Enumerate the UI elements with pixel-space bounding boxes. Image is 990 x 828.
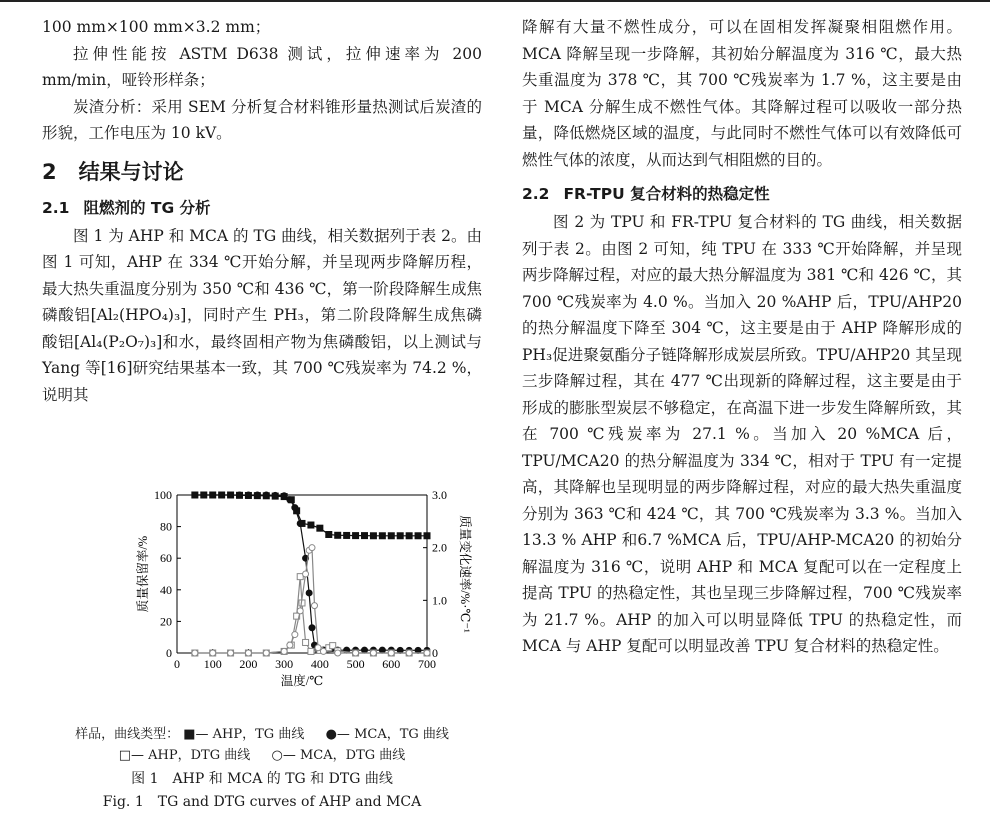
- paragraph-char-analysis: 炭渣分析：采用 SEM 分析复合材料锥形量热测试后炭渣的形貌，工作电压为 10 kV。: [42, 97, 482, 142]
- series-3-point: [370, 650, 376, 656]
- series-3-point: [388, 650, 394, 656]
- y-left-tick-label: 100: [154, 488, 172, 502]
- series-0-point: [370, 533, 376, 539]
- series-3-point: [192, 650, 198, 656]
- legend-row-tg: [42, 724, 482, 745]
- series-1-point: [192, 492, 198, 498]
- series-3-point: [424, 650, 430, 656]
- series-1-point: [287, 497, 293, 503]
- legend-row-dtg: [42, 745, 482, 766]
- series-3-point: [228, 650, 234, 656]
- series-1-point: [309, 625, 315, 631]
- paragraph-tensile-test: 拉伸性能按 ASTM D638 测试，拉伸速率为 200 mm/min，哑铃形样条；: [42, 44, 482, 89]
- series-3-point: [245, 650, 251, 656]
- series-0-point: [344, 532, 350, 538]
- series-0-point: [397, 533, 403, 539]
- paragraph-specimen-size: 100 mm×100 mm×3.2 mm；: [42, 18, 271, 36]
- series-3-point: [315, 645, 321, 651]
- figure-1: [42, 478, 482, 818]
- y-left-tick-label: 0: [166, 646, 172, 660]
- series-line-0: [195, 495, 427, 536]
- series-1-point: [201, 492, 207, 498]
- figure-legend: [42, 724, 482, 766]
- y-right-tick-label: 3.0: [432, 488, 447, 502]
- x-axis-label: 温度/℃: [280, 674, 324, 688]
- paragraph-tg-analysis: 图 1 为 AHP 和 MCA 的 TG 曲线，相关数据列于表 2。由图 1 可知，AHP 在 334 ℃开始分解，并呈现两步降解历程，最大热失重温度分别为 350 ℃和 436 ℃，第一阶段降解生成焦磷酸铝[Al₂(HPO₄)₃]，同时产生 PH₃，第二阶段降解生成焦磷酸铝[Al₄(P₂O₇)₃]和水，最终固相产物为焦磷酸铝，以上测试与 Yang 等[16]研究结果基本一致，其 700 ℃残炭率为 74.2 %，说明其: [42, 226, 482, 404]
- section-number: 2: [42, 159, 57, 184]
- series-0-point: [379, 533, 385, 539]
- subsection-number: 2.1: [42, 198, 70, 217]
- series-1-point: [245, 492, 251, 498]
- series-1-point: [219, 492, 225, 498]
- x-tick-label: 300: [275, 657, 294, 671]
- series-1-point: [254, 492, 260, 498]
- series-0-point: [353, 533, 359, 539]
- series-3-point: [263, 650, 269, 656]
- legend-ahp-dtg: AHP，DTG 曲线: [148, 748, 251, 763]
- y-left-axis-label: 质量保留率/%: [136, 535, 150, 613]
- legend-mca-tg: MCA，TG 曲线: [354, 727, 449, 742]
- legend-prefix: 样品，曲线类型：: [75, 727, 180, 742]
- series-1-point: [228, 492, 234, 498]
- series-1-point: [306, 590, 312, 596]
- series-3-point: [320, 648, 326, 654]
- series-1-point: [297, 520, 303, 526]
- series-3-point: [287, 642, 293, 648]
- series-1-point: [292, 505, 298, 511]
- figure-caption-en: Fig. 1 TG and DTG curves of AHP and MCA: [102, 794, 422, 810]
- series-3-point: [297, 608, 303, 614]
- series-1-point: [210, 492, 216, 498]
- series-0-point: [415, 533, 421, 539]
- open-square-marker-icon: □—: [118, 748, 145, 763]
- legend-ahp-tg: AHP，TG 曲线: [212, 727, 305, 742]
- series-3-point: [303, 571, 309, 577]
- subsection-title: 阻燃剂的 TG 分析: [83, 198, 211, 217]
- series-2-point: [308, 648, 314, 654]
- series-0-point: [317, 525, 323, 531]
- series-3-point: [353, 650, 359, 656]
- y-left-tick-label: 60: [160, 551, 172, 566]
- subsection-heading-thermal-stability: [522, 181, 962, 207]
- x-tick-label: 500: [346, 657, 365, 671]
- series-3-point: [335, 650, 341, 656]
- filled-circle-marker-icon: ●—: [325, 727, 350, 742]
- y-right-tick-label: 1.0: [432, 593, 447, 608]
- section-title: 结果与讨论: [78, 159, 184, 184]
- series-0-point: [326, 532, 332, 538]
- series-3-point: [292, 632, 298, 638]
- x-tick-label: 700: [418, 657, 436, 671]
- x-tick-label: 600: [382, 657, 401, 671]
- tg-dtg-chart: [42, 478, 482, 718]
- top-rule: [0, 0, 990, 2]
- series-2-point: [303, 639, 309, 645]
- series-3-point: [312, 603, 318, 609]
- x-tick-label: 0: [174, 657, 180, 671]
- open-circle-marker-icon: ○—: [271, 748, 296, 763]
- series-0-point: [406, 533, 412, 539]
- series-0-point: [362, 533, 368, 539]
- paragraph-fr-tpu-stability: 图 2 为 TPU 和 FR-TPU 复合材料的 TG 曲线，相关数据列于表 2。由图 2 可知，纯 TPU 在 333 ℃开始降解，并呈现两步降解过程，对应的最大热分解温度为 381 ℃和 426 ℃，其 700 ℃残炭率为 4.0 %。当加入 20 %AHP 后，TPU/AHP20 的热分解温度下降至 304 ℃，这主要是由于 AHP 降解形成的 PH₃促进聚氨酯分子链降解形成炭层所致。TPU/AHP20 其呈现三步降解过程，其在 477 ℃出现新的降解过程，这主要是由于形成的膨胀型炭层不够稳定，在高温下进一步发生降解所致，其在 700 ℃残炭率为 27.1 %。当加入 20 %MCA 后，TPU/MCA20 的热分解温度为 334 ℃，相对于 TPU 有一定提高，其降解也呈现明显的两步降解过程，对应的最大热失重温度分别为 363 ℃和 424 ℃，其 700 ℃残炭率为 3.3 %。当加入 13.3 % AHP 和6.7 %MCA 后，TPU/AHP-MCA20 的初始分解温度为 316 ℃，说明 AHP 和 MCA 复配可以在一定程度上提高 TPU 的热稳定性，其也呈现三步降解过程，700 ℃残炭率为 21.7 %。AHP 的加入可以明显降低 TPU 的热稳定性，而 MCA 与 AHP 复配可以明显改善 TPU 复合材料的热稳定性。: [522, 213, 962, 655]
- subsection-title: FR-TPU 复合材料的热稳定性: [563, 185, 770, 203]
- series-1-point: [263, 492, 269, 498]
- series-0-point: [388, 533, 394, 539]
- subsection-heading-tg: [42, 195, 482, 221]
- y-right-tick-label: 2.0: [432, 540, 447, 555]
- subsection-number: 2.2: [522, 185, 550, 203]
- series-0-point: [308, 522, 314, 528]
- filled-square-marker-icon: ■—: [183, 727, 209, 742]
- series-line-3: [195, 548, 427, 653]
- series-0-point: [424, 533, 430, 539]
- series-3-point: [210, 650, 216, 656]
- series-1-point: [281, 493, 287, 499]
- x-tick-label: 100: [203, 657, 222, 671]
- y-right-axis-label: 质量变化速率/%·℃⁻¹: [458, 515, 472, 633]
- left-column: [42, 14, 482, 408]
- series-3-point: [309, 545, 315, 551]
- legend-mca-dtg: MCA，DTG 曲线: [300, 748, 406, 763]
- x-tick-label: 200: [239, 657, 258, 671]
- y-left-tick-label: 80: [160, 519, 172, 534]
- series-1-point: [379, 647, 385, 653]
- series-0-point: [335, 532, 341, 538]
- series-1-point: [237, 492, 243, 498]
- y-left-tick-label: 40: [160, 582, 172, 597]
- series-1-point: [272, 492, 278, 498]
- series-3-point: [406, 650, 412, 656]
- right-column: [522, 14, 962, 660]
- section-heading-results: [42, 157, 482, 187]
- paragraph-mca-degradation: 降解有大量不燃性成分，可以在固相发挥凝聚相阻燃作用。MCA 降解呈现一步降解，其初始分解温度为 316 ℃，最大热失重温度为 378 ℃，其 700 ℃残炭率为 1.7 %，这主要是由于 MCA 分解生成不燃性气体。其降解过程可以吸收一部分热量，降低燃烧区域的温度，与此同时不燃性气体可以有效降低可燃性气体的浓度，从而达到气相阻燃的目的。: [522, 18, 962, 169]
- y-right-tick-label: 0: [432, 646, 438, 660]
- series-3-point: [281, 648, 287, 654]
- series-1-point: [362, 647, 368, 653]
- y-left-tick-label: 20: [160, 614, 172, 629]
- x-tick-label: 400: [310, 657, 329, 671]
- figure-caption-cn: 图 1 AHP 和 MCA 的 TG 和 DTG 曲线: [131, 771, 393, 787]
